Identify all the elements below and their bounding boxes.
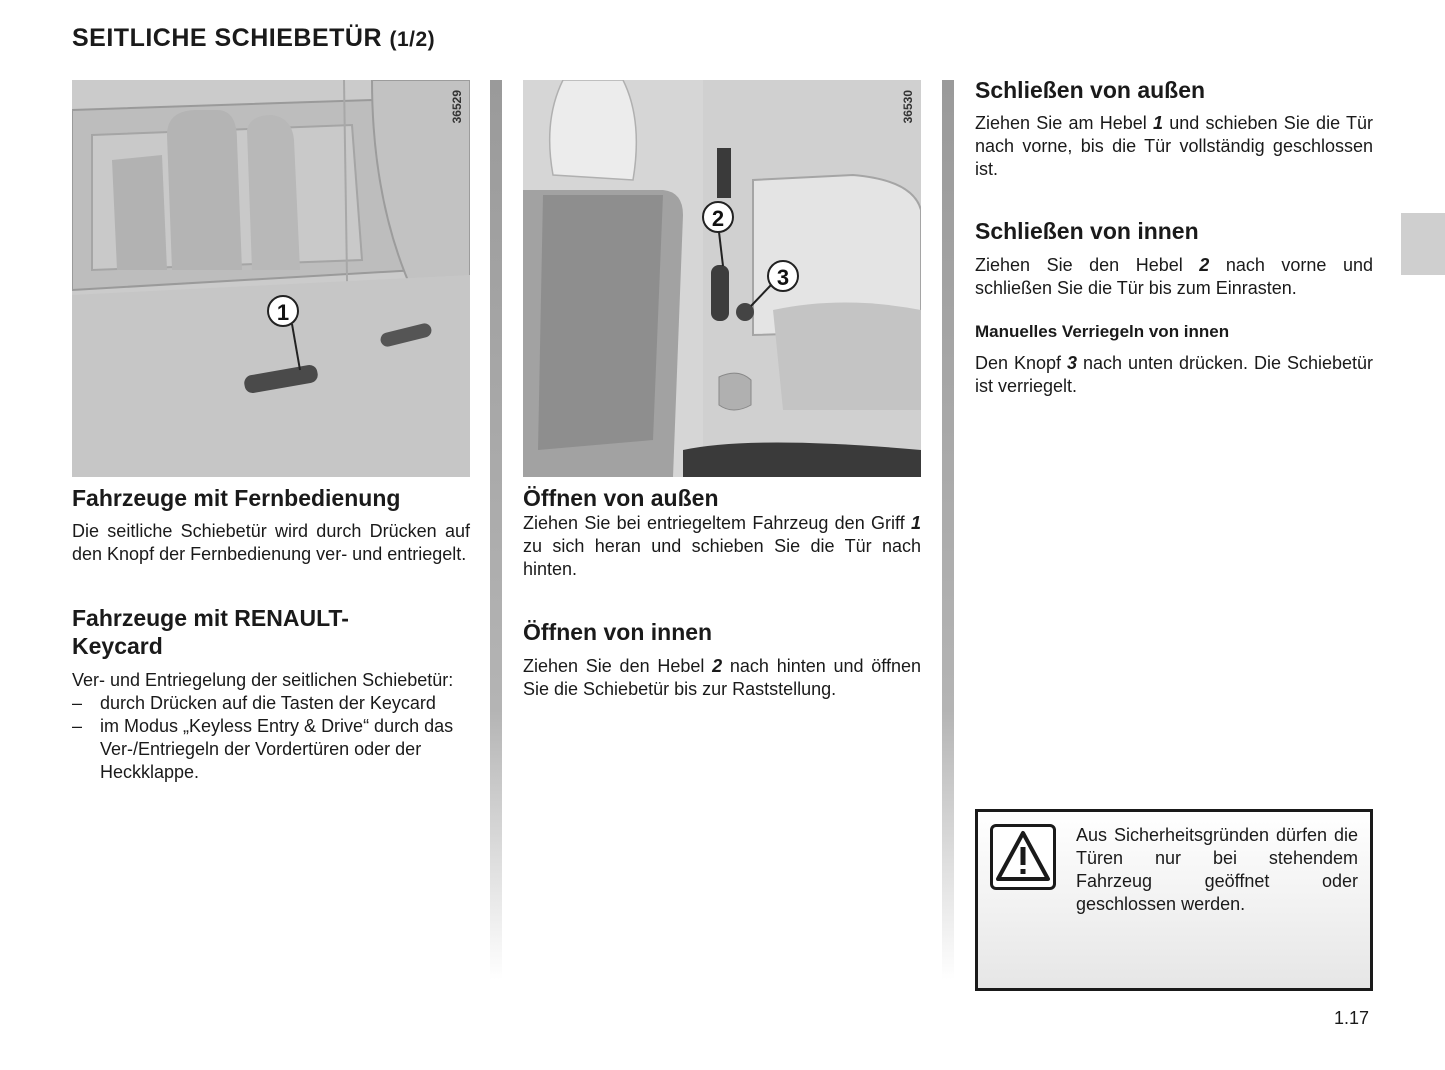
- text-open-outside: Ziehen Sie bei entriegeltem Fahrzeug den Griff 1 zu sich heran und schieben Sie die Tür nach hinten.: [523, 513, 921, 579]
- heading-keycard-vehicles: Fahrzeuge mit RENAULT-Keycard: [72, 605, 349, 659]
- heading-manual-lock: Manuelles Verriegeln von innen: [975, 322, 1230, 341]
- door-interior-illustration: [523, 80, 921, 477]
- page-number: 1.17: [1334, 1008, 1370, 1028]
- callout-1: 1: [276, 300, 290, 325]
- callout-2: 2: [711, 206, 725, 231]
- heading-close-inside: Schließen von innen: [975, 218, 1199, 244]
- callout-3: 3: [776, 265, 790, 290]
- warning-text: Aus Sicherheitsgründen dürfen die Türen nur bei stehendem Fahrzeug geöffnet oder geschlossen werden.: [1076, 825, 1358, 914]
- figure-sliding-door-interior: [523, 80, 921, 477]
- heading-remote-vehicles: Fahrzeuge mit Fernbedienung: [72, 485, 401, 511]
- list-item: – durch Drücken auf die Tasten der Keycard: [72, 693, 436, 713]
- vehicle-side-illustration: [72, 80, 470, 477]
- text-manual-lock: Den Knopf 3 nach unten drücken. Die Schiebetür ist verriegelt.: [975, 353, 1374, 396]
- section-tab-marker: [1401, 213, 1445, 275]
- list-item: – im Modus „Keyless Entry & Drive“ durch das Ver-/Entriegeln der Vordertüren oder der Heckklappe.: [72, 716, 454, 782]
- figure-sliding-door-exterior: [72, 80, 470, 477]
- left-column: [72, 80, 470, 784]
- figure-number: 36530: [901, 90, 915, 124]
- text-close-inside: Ziehen Sie den Hebel 2 nach vorne und schließen Sie die Tür bis zum Einrasten.: [975, 255, 1374, 298]
- text-keycard-intro: Ver- und Entriegelung der seitlichen Schiebetür:: [72, 670, 454, 690]
- warning-triangle-icon: [990, 824, 1056, 890]
- keycard-options-list: [72, 692, 470, 784]
- column-divider-right: [942, 80, 954, 980]
- page-title-part: (1/2): [389, 28, 436, 51]
- safety-warning-box: [975, 809, 1373, 991]
- middle-column: [523, 80, 921, 701]
- page-title-main: SEITLICHE SCHIEBETÜR: [72, 24, 383, 52]
- heading-close-outside: Schließen von außen: [975, 77, 1206, 103]
- text-remote-vehicles: Die seitliche Schiebetür wird durch Drücken auf den Knopf der Fernbedienung ver- und entriegelt.: [72, 521, 470, 564]
- text-close-outside: Ziehen Sie am Hebel 1 und schieben Sie die Tür nach vorne, bis die Tür vollständig geschlossen ist.: [975, 113, 1373, 179]
- column-divider-left: [490, 80, 502, 980]
- right-column: [975, 76, 1373, 398]
- text-open-inside: Ziehen Sie den Hebel 2 nach hinten und öffnen Sie die Schiebetür bis zur Raststellung.: [523, 656, 921, 699]
- figure-number: 36529: [450, 90, 464, 124]
- page-title: [72, 24, 435, 53]
- heading-open-inside: Öffnen von innen: [523, 619, 713, 645]
- heading-open-outside: Öffnen von außen: [523, 485, 719, 511]
